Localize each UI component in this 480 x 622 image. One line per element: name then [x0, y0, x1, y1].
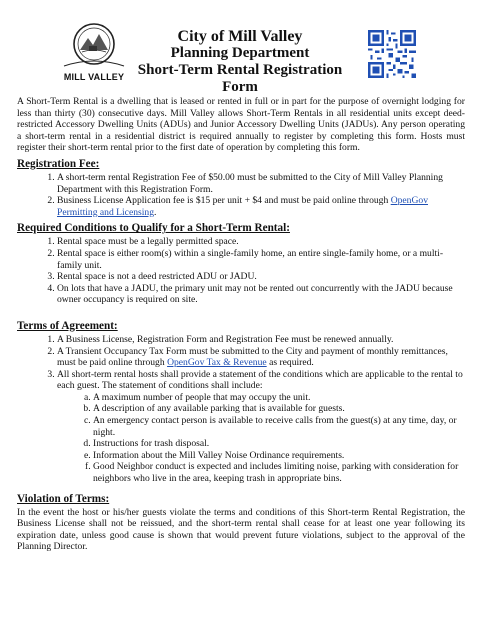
intro-paragraph: A Short-Term Rental is a dwelling that is leased or rented in full or in part for the purpose of overnight lodging for less than thirty (30) consecutive days. Mill Valley allows Short-Term Rentals in all residential units except deed-restricted Accessory Dwelling Units (ADUs) and Junior Accessory Dwelling Units (JADUs). Any person operating a short-term rental in a residential district is required annually to register by completing this form. Hosts must register their short-term rental prior to the first date of operation by completing this form. — [17, 96, 465, 154]
list-item: 3. Rental space is not a deed restricted ADU or JADU. — [57, 271, 465, 283]
registration-fee-list — [17, 172, 465, 218]
list-item: 3. All short-term rental hosts shall provide a statement of the conditions which are applicable to the rental to each guest. The statement of conditions shall include: a. A maximum number of people that may occupy the unit. b. A description of any available parking that is available for guests. c. An emergency contact person is available to receive calls from the guest(s) at any time, day, or night. d. Instructions for trash disposal. e. Information about the Mill Valley Noise Ordinance requirements. f. Good Neighbor conduct is expected and includes limiting noise, parking with consideration for neighbors who live in the area, keeping trash in appropriate bins. — [57, 369, 465, 485]
city-title: City of Mill Valley — [177, 28, 303, 45]
violation-heading: Violation of Terms: — [17, 492, 110, 505]
list-item: 2. A Transient Occupancy Tax Form must be submitted to the City and payment of monthly remittances, must be paid online through OpenGov Tax & Revenue as required. — [57, 346, 465, 369]
sub-list-item: f. Good Neighbor conduct is expected and includes limiting noise, parking with consideration for neighbors who live in the area, keeping trash in appropriate bins. — [93, 461, 465, 484]
sub-list-item: d. Instructions for trash disposal. — [93, 438, 465, 450]
terms-of-agreement-heading: Terms of Agreement: — [17, 319, 118, 332]
sub-list-item: e. Information about the Mill Valley Noise Ordinance requirements. — [93, 450, 465, 462]
list-item: 2. Business License Application fee is $15 per unit + $4 and must be paid online through OpenGov Permitting and Licensing. — [57, 195, 465, 218]
conditions-statement-list — [57, 392, 465, 485]
terms-list — [17, 334, 465, 485]
sub-list-item: c. An emergency contact person is available to receive calls from the guest(s) at any time, day, or night. — [93, 415, 465, 438]
form-title: Short-Term Rental Registration Form — [137, 62, 343, 95]
required-conditions-list — [17, 236, 465, 306]
sub-list-item: b. A description of any available parking that is available for guests. — [93, 403, 465, 415]
list-item: 4. On lots that have a JADU, the primary unit may not be rented out concurrently with the JADU because owner occupancy is required on site. — [57, 283, 465, 306]
department-title: Planning Department — [170, 45, 310, 61]
opengov-tax-revenue-link[interactable]: OpenGov Tax & Revenue — [167, 357, 267, 369]
list-item: 1. Rental space must be a legally permitted space. — [57, 236, 465, 248]
document-body — [17, 96, 465, 553]
opengov-permitting-link[interactable]: OpenGov Permitting and Licensing — [57, 195, 428, 218]
sub-list-item: a. A maximum number of people that may occupy the unit. — [93, 392, 465, 404]
qr-code-icon — [368, 30, 416, 78]
list-item: 1. A short-term rental Registration Fee of $50.00 must be submitted to the City of Mill Valley Planning Department with this Registration Form. — [57, 172, 465, 195]
required-conditions-heading: Required Conditions to Qualify for a Short-Term Rental: — [17, 222, 290, 235]
list-item: 1. A Business License, Registration Form and Registration Fee must be renewed annually. — [57, 334, 465, 346]
title-block — [120, 28, 360, 96]
list-item: 2. Rental space is either room(s) within a single-family home, an entire single-family home, or a multi-family unit. — [57, 248, 465, 271]
registration-fee-heading: Registration Fee: — [17, 157, 100, 170]
logo-wordmark: MILL VALLEY — [63, 72, 125, 82]
document-header — [0, 0, 480, 96]
violation-paragraph: In the event the host or his/her guests violate the terms and conditions of this Short-term Rental Registration, the Business License shall not be reissued, and the short-term rental shall cease for at least one year following its expiration date, unless good cause is shown that would prevent future violations, subject to the approval of the Planning Director. — [17, 506, 465, 553]
